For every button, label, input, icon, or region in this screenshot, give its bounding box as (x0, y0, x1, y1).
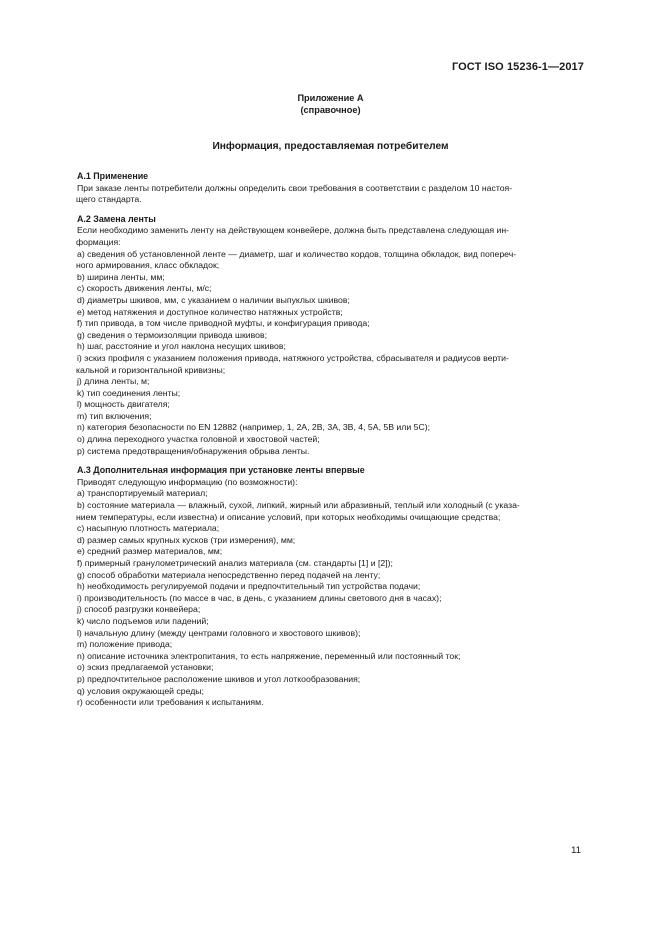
list-item: p) система предотвращения/обнаружения обрыва ленты. (77, 445, 310, 456)
list-item: e) средний размер материалов, мм; (77, 546, 223, 557)
list-item: а) сведения об установленной ленте — диаметр, шаг и количество кордов, толщина обкладок, вид попереч- (77, 248, 517, 259)
section-heading-a3: А.3 Дополнительная информация при установке ленты впервые (77, 465, 365, 476)
list-item: m) тип включения; (77, 410, 152, 421)
list-item: k) тип соединения ленты; (77, 387, 181, 398)
list-item: m) положение привода; (77, 639, 173, 650)
list-item: n) категория безопасности по EN 12882 (например, 1, 2A, 2B, 3A, 3B, 4, 5A, 5B или 5C); (77, 422, 431, 433)
list-item: h) шаг, расстояние и угол наклона несущих шкивов; (77, 341, 286, 352)
section-heading-a2: А.2 Замена ленты (77, 213, 156, 224)
list-item: i) эскиз профиля с указанием положения привода, натяжного устройства, сбрасывателя и радиусов верти- (77, 352, 509, 363)
list-item: g) сведения о термоизоляции привода шкивов; (77, 329, 268, 340)
text-line: Если необходимо заменить ленту на действующем конвейере, должна быть представлена следующая ин- (77, 225, 510, 236)
section-a3-body (77, 477, 583, 709)
page-number: 11 (571, 845, 581, 856)
list-item: c) насыпную плотность материала; (77, 523, 220, 534)
list-item: f) примерный гранулометрический анализ материала (см. стандарты [1] и [2]); (77, 558, 393, 568)
list-item: n) описание источника электропитания, то есть напряжение, переменный или постоянный ток; (77, 650, 461, 661)
list-item: b) состояние материала — влажный, сухой, липкий, жирный или абразивный, теплый или холодный (с указа- (77, 500, 520, 511)
list-item: j) длина ленты, м; (77, 376, 150, 387)
list-item: i) производительность (по массе в час, в день, с указанием длины светового дня в часах); (77, 592, 442, 603)
list-item: нием температуры, если известна) и описание условий, при которых необходимы очищающие средства; (76, 511, 501, 522)
text-line: Приводят следующую информацию (по возможности): (77, 476, 298, 487)
list-item: кальной и горизонтальной кривизны; (76, 364, 226, 375)
list-item: h) необходимость регулируемой подачи и предпочтительный тип устройства подачи; (77, 581, 421, 592)
text-line: щего стандарта. (76, 194, 142, 205)
list-item: d) размер самых крупных кусков (три измерения), мм; (77, 534, 296, 545)
annex-content (77, 171, 583, 709)
list-item: c) скорость движения ленты, м/с; (77, 283, 212, 294)
text-line: При заказе ленты потребители должны определить свои требования в соответствии с разделом 10 настоя- (77, 182, 513, 193)
section-heading-a1: А.1 Применение (77, 171, 149, 181)
section-a1-body (77, 183, 583, 206)
list-item: f) тип привода, в том числе приводной муфты, и конфигурация привода; (77, 318, 370, 329)
annex-label: Приложение А (297, 93, 364, 103)
list-item: o) длина переходного участка головной и хвостовой частей; (77, 434, 320, 445)
list-item: l) начальную длину (между центрами головного и хвостового шкивов); (77, 627, 361, 638)
list-item: p) предпочтительное расположение шкивов и угол лоткообразования; (77, 673, 361, 684)
list-item: k) число подъемов или падений; (77, 615, 209, 626)
list-item: o) эскиз предлагаемой установки; (77, 662, 214, 673)
list-item: g) способ обработки материала непосредственно перед подачей на ленту; (77, 569, 381, 580)
list-item: ного армирования, класс обкладок; (76, 260, 220, 271)
list-item: r) особенности или требования к испытаниям. (77, 697, 264, 708)
list-item: l) мощность двигателя; (77, 399, 170, 410)
list-item: q) условия окружающей среды; (77, 685, 204, 696)
list-item: a) транспортируемый материал; (77, 488, 208, 499)
text-line: формация: (76, 236, 121, 247)
section-a2-body (77, 225, 583, 457)
list-item: d) диаметры шкивов, мм, с указанием о наличии выпуклых шкивов; (77, 294, 350, 305)
standard-designation: ГОСТ ISO 15236-1—2017 (451, 61, 584, 73)
list-item: e) метод натяжения и доступное количество натяжных устройств; (77, 306, 343, 317)
annex-type: (справочное) (300, 105, 361, 115)
list-item: b) ширина ленты, мм; (77, 271, 165, 282)
annex-title: Информация, предоставляемая потребителем (212, 141, 449, 152)
list-item: j) способ разгрузки конвейера; (77, 604, 201, 615)
annex-heading (0, 92, 661, 116)
